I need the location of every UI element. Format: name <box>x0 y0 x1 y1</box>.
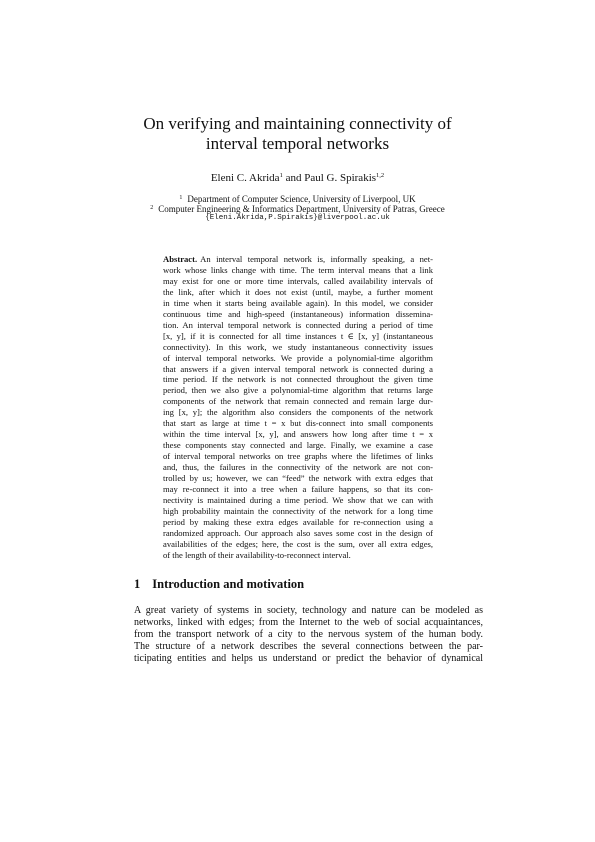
abstract-line: of interval temporal networks on tree graphs where the lifetimes of links <box>163 451 433 462</box>
affiliation-mark: 1 <box>179 195 183 201</box>
abstract-line: of the length of their availability-to-reconnect interval. <box>163 549 351 560</box>
author-name: Eleni C. Akrida <box>210 172 280 184</box>
abstract-line: randomized approach. Our approach also saves some cost in the design of <box>163 527 433 538</box>
abstract-line: and, thus, the failures in the connectivity of the network are not con- <box>163 462 433 473</box>
abstract-line: time period. If the network is not connected throughout the given time <box>163 374 433 385</box>
abstract-line: may exist for one or more time intervals, called availability intervals of <box>163 275 433 286</box>
abstract-line: in time when it starts being available again). In this model, we consider <box>163 297 433 308</box>
abstract-label: Abstract. <box>163 254 198 264</box>
intro-line: A great variety of systems in society, technology and nature can be modeled as <box>134 605 483 616</box>
abstract-line: high probability maintain the connectivity of the network for a long time <box>163 505 433 516</box>
affiliation-text: Department of Computer Science, University of Liverpool, UK <box>187 194 416 204</box>
abstract-line: ing [x, y]; the algorithm also considers the components of the network <box>163 407 433 418</box>
abstract-line: nectivity is maintained during a time period. We show that we can with <box>163 494 433 505</box>
author-conjunction: and <box>282 172 305 184</box>
abstract-line: availabilities of the edges; here, the cost is the sum, over all extra edges, <box>163 538 433 549</box>
abstract-line: within the time interval [x, y], and answers how long after time t = x <box>163 429 433 440</box>
abstract-line: trolled by us; however, we can “feed” the network with extra edges that <box>163 473 433 484</box>
abstract-line: components of the network that remain connected and remain large dur- <box>163 396 433 407</box>
abstract-line: these components stay connected and large. Finally, we examine a case <box>163 440 433 451</box>
abstract-line: period, then we also give a polynomial-time algorithm that returns large <box>163 385 433 396</box>
abstract-line: the link, after which it does not exist (until, maybe, a further moment <box>163 286 433 297</box>
abstract-text: An interval temporal network is, informally speaking, a net- <box>200 254 433 264</box>
abstract-line <box>163 254 433 265</box>
abstract <box>163 254 433 561</box>
section-number: 1 <box>134 577 141 591</box>
paper-title-line-1: On verifying and maintaining connectivity of <box>143 114 452 133</box>
abstract-line: of interval temporal networks. We provide a polynomial-time algorithm <box>163 352 433 363</box>
intro-line: The structure of a network describes the several connections between the par- <box>134 640 483 652</box>
abstract-line: that start as large at time t = x but dis-connect into small components <box>163 418 433 429</box>
affiliation-mark: 2 <box>150 205 154 211</box>
abstract-line: [x, y], if it is connected for all time instances t ∈ [x, y] (instantaneous <box>163 330 433 341</box>
abstract-line: may re-connect it into a tree when a failure happens, so that its con- <box>163 484 433 495</box>
intro-line: from the transport network of a city to the nervous system of the human body. <box>134 628 483 640</box>
intro-paragraph <box>134 605 483 665</box>
author-emails: {Eleni.Akrida,P.Spirakis}@liverpool.ac.uk <box>205 214 390 222</box>
section-title: Introduction and motivation <box>152 577 305 591</box>
author-name: Paul G. Spirakis <box>304 172 377 184</box>
abstract-line: connectivity). In this work, we study instantaneous connectivity issues <box>163 341 433 352</box>
author-list <box>0 172 595 184</box>
abstract-line: period by making these extra edges available for re-connection using a <box>163 516 433 527</box>
intro-line: networks, linked with edges; from the Internet to the web of social acquaintances, <box>134 616 483 628</box>
author-affiliation-mark: 1 <box>279 172 283 179</box>
abstract-line: continuous time and high-speed (instantaneous) information dissemina- <box>163 308 433 319</box>
author-affiliation-mark: 1,2 <box>376 172 385 179</box>
abstract-line: that answers if a given interval temporal network is connected during a <box>163 363 433 374</box>
section-heading <box>134 577 304 592</box>
affiliation-text: Computer Engineering & Informatics Department, University of Patras, Greece <box>158 204 445 214</box>
abstract-line: tion. An interval temporal network is connected during a period of time <box>163 319 433 330</box>
abstract-line: work whose links change with time. The term interval means that a link <box>163 264 433 275</box>
intro-line: ticipating entities and helps us understand or predict the behavior of dynamical <box>134 652 483 664</box>
paper-title-line-2: interval temporal networks <box>205 134 390 153</box>
